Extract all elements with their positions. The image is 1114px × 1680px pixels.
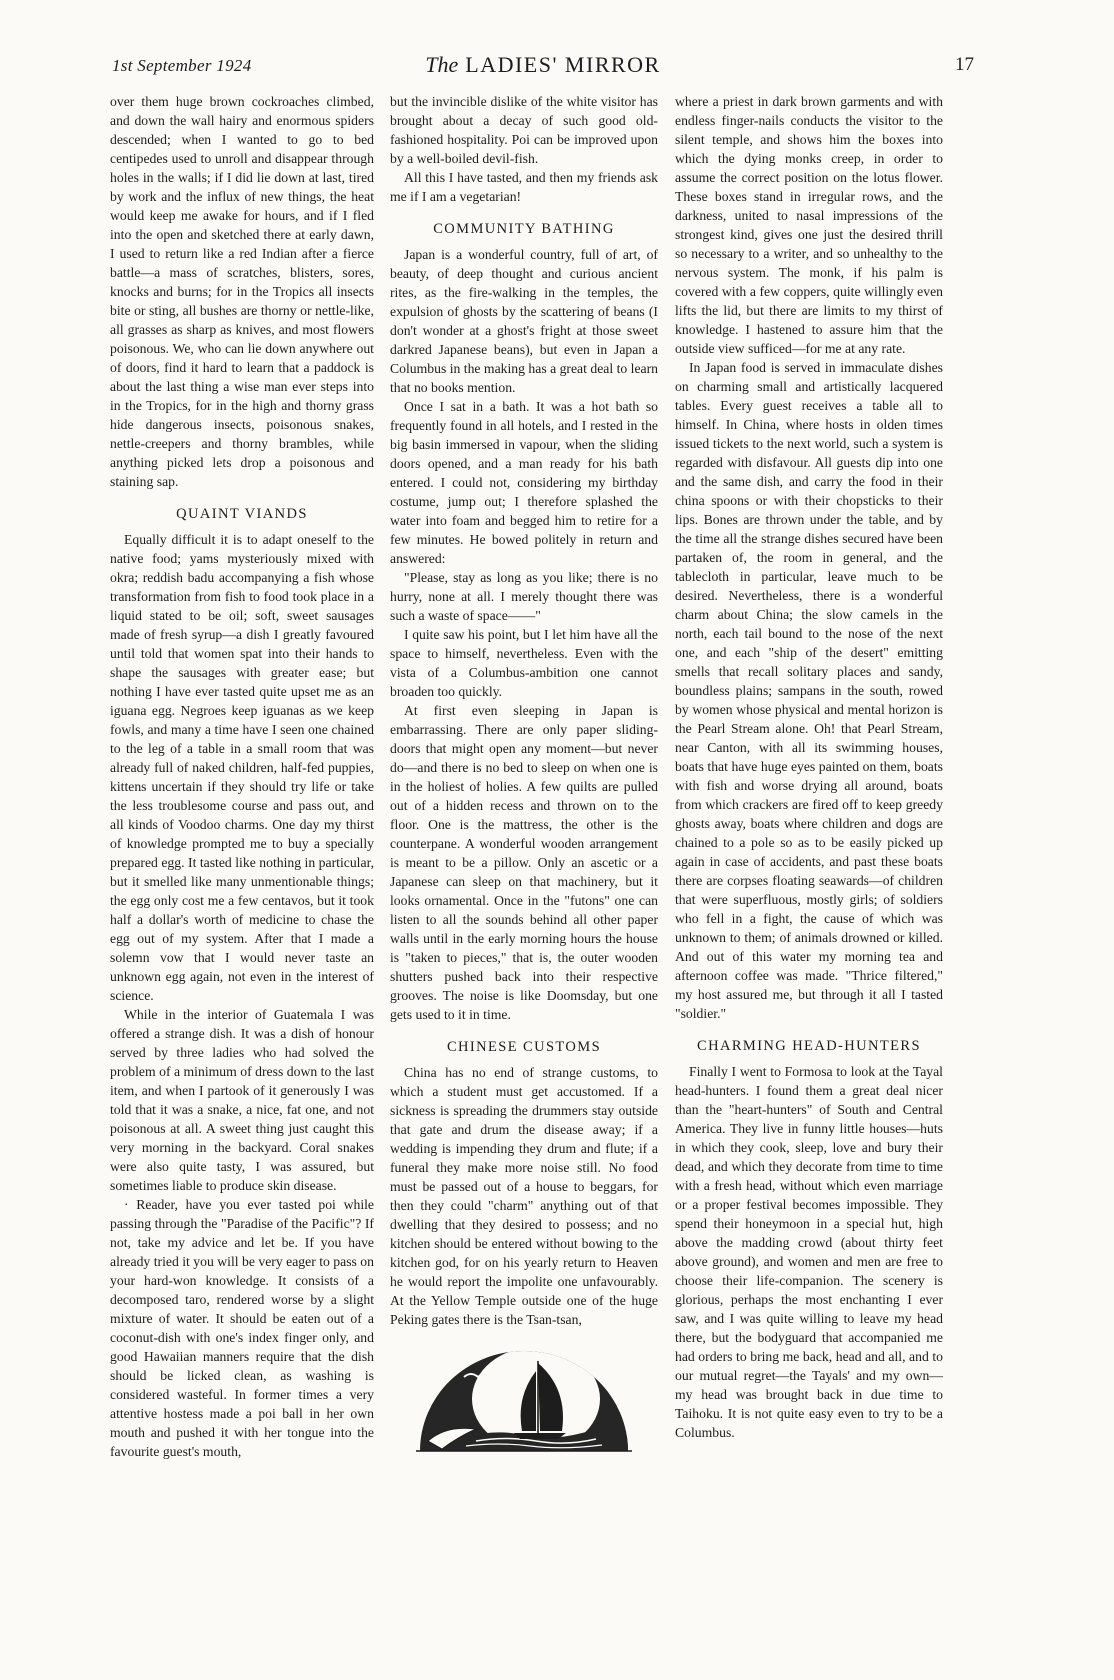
paragraph: I quite saw his point, but I let him have all the space to himself, nevertheless. Even with the vista of a Columbus-ambition one cannot broaden too quickly. <box>390 627 658 699</box>
page-number: 17 <box>955 54 974 75</box>
page-header <box>112 52 974 82</box>
sailboat-vignette-illustration <box>406 1337 642 1459</box>
paragraph: Finally I went to Formosa to look at the Tayal head-hunters. I found them a great deal nicer than the "heart-hunters" of South and Central America. They live in funny little houses—huts in which they cook, sleep, love and bury their dead, and which they decorate from time to time with a fresh head, without which even marriage or a proper festival becomes impossible. They spend their honeymoon in a special hut, high above the madding crowd (about thirty feet above ground), and women and men are free to choose their life-companion. The scenery is glorious, perhaps the most enchanting I ever saw, and I was quite willing to leave my head there, but the bodyguard that accompanied me had orders to bring me back, head and all, and to our mutual regret—the Tayals' and my own—my head was brought back in due time to Taihoku. It is not quite easy even to try to be a Columbus. <box>675 1064 943 1440</box>
section-heading-chinese-customs: CHINESE CUSTOMS <box>446 1039 602 1055</box>
paragraph: but the invincible dislike of the white visitor has brought about a decay of such good old-fashioned hospitality. Poi can be improved upon by a well-boiled devil-fish. <box>390 94 658 166</box>
paragraph: over them huge brown cockroaches climbed, and down the wall hairy and enormous spiders descended; when I wanted to go to bed centipedes used to unroll and disappear through holes in the walls; if I did lie down at last, tired by work and the influx of new things, the heat would keep me awake for hours, and if I fled into the open and sketched there at early dawn, I used to return like a red Indian after a fierce battle—a mass of scratches, blisters, sores, knocks and burns; for in the Tropics all insects bite or sting, all bushes are thorny or nettle-like, all grasses as sharp as knives, and most flowers poisonous. We, who can lie down anywhere out of doors, find it hard to learn that a paddock is about the last thing a wise man ever steps into in the Tropics, for in the high and thorny grass hide dangerous insects, poisonous snakes, nettle-creepers and thorny brambles, while anything picked lets drop a poisonous and staining sap. <box>110 94 374 489</box>
column-3 <box>675 92 943 1442</box>
section-heading-charming-head-hunters: CHARMING HEAD-HUNTERS <box>697 1038 921 1054</box>
magazine-title-name: LADIES' MIRROR <box>465 52 661 77</box>
section-heading-quaint-viands: QUAINT VIANDS <box>176 506 308 522</box>
section-heading-community-bathing: COMMUNITY BATHING <box>433 221 615 237</box>
paragraph: While in the interior of Guatemala I was offered a strange dish. It was a dish of honour served by three ladies who had solved the problem of a minimum of dress down to the last item, and when I partook of it generously I was told that it was a snake, a nice, fat one, and not poisonous at all. A sweet thing just caught this very morning in the backyard. Coral snakes were also quite tasty, I was assured, but sometimes liable to produce skin disease. <box>110 1007 374 1193</box>
paragraph: Japan is a wonderful country, full of art, of beauty, of deep thought and curious ancient rites, as the fire-walking in the temples, the expulsion of ghosts by the scattering of beans (I don't wonder at a ghost's fright at those sweet darkred Japanese beans), but even in Japan a Columbus in the making has a great deal to learn that no books mention. <box>390 247 658 395</box>
column-2 <box>390 92 658 1459</box>
paragraph: · Reader, have you ever tasted poi while passing through the "Paradise of the Pacific"? If not, take my advice and let be. If you have already tried it you will be very eager to pass on your hard-won knowledge. It consists of a decomposed taro, rendered worse by a slight mixture of water. It should be eaten out of a coconut-dish with one's index finger only, and good Hawaiian manners require that the dish should be licked clean, as washing is considered wasteful. In former times a very attentive hostess made a poi ball in her own mouth and pushed it with her tongue into the favourite guest's mouth, <box>110 1197 374 1459</box>
paragraph: Once I sat in a bath. It was a hot bath so frequently found in all hotels, and I rested in the big basin immersed in vapour, when the sliding doors opened, and a man ready for his bath entered. I could not, considering my birthday costume, jump out; I therefore splashed the water into foam and begged him to retire for a few minutes. He bowed politely in return and answered: <box>390 399 658 566</box>
column-1 <box>110 92 374 1461</box>
magazine-title <box>112 52 974 78</box>
paragraph: "Please, stay as long as you like; there is no hurry, none at all. I merely thought there was such a waste of space——" <box>390 570 658 623</box>
paragraph: At first even sleeping in Japan is embarrassing. There are only paper sliding-doors that might open any moment—but never do—and there is no bed to sleep on when one is in the holiest of holies. A few quilts are pulled out of a hidden recess and thrown on to the floor. One is the mattress, the other is the counterpane. A wonderful wooden arrangement is meant to be a pillow. Only an ascetic or a Japanese can sleep on that machinery, but it looks ornamental. Once in the "futons" one can listen to all the sounds behind all other paper walls until in the early morning hours the house is "taken to pieces," that is, the outer wooden shutters pushed back into their respective grooves. The noise is like Doomsday, but one gets used to it in time. <box>390 703 658 1022</box>
paragraph: where a priest in dark brown garments and with endless finger-nails conducts the visitor to the silent temple, and shows him the boxes into which the dying monks creep, in order to assume the correct position on the lotus flower. These boxes stand in irregular rows, and the darkness, united to nasal impressions of the strongest kind, gives one just the desired thrill so necessary to a writer, and so unhealthy to the nervous system. The monk, if his palm is covered with a few coppers, quite willingly even lifts the lid, but there are limits to my thirst of knowledge. I hastened to assure him that the outside view sufficed—for me at any rate. <box>675 94 943 356</box>
paragraph: China has no end of strange customs, to which a student must get accustomed. If a sickness is spreading the drummers stay outside that gate and drum the disease away; if a wedding is impending they drum and flute; if a funeral they make more noise still. No food must be passed out of a house to beggars, for then they could "charm" anything out of that dwelling that they desired to possess; and no kitchen should be entered without bowing to the kitchen god, for on his yearly return to Heaven he would report the impolite one unfavourably. At the Yellow Temple outside one of the huge Peking gates there is the Tsan-tsan, <box>390 1065 658 1327</box>
issue-date: 1st September 1924 <box>112 56 252 75</box>
paragraph: All this I have tasted, and then my friends ask me if I am a vegetarian! <box>390 170 658 204</box>
paragraph: Equally difficult it is to adapt oneself to the native food; yams mysteriously mixed with okra; reddish badu accompanying a fish whose transformation from fish to food took place in a liquid stated to be oil; soft, sweet sausages made of fresh syrup—a dish I greatly favoured until told that women spat into their hands to shape the sausages with greater ease; but nothing I have ever tasted quite upset me as an iguana egg. Negroes keep iguanas as we keep fowls, and many a time have I seen one chained to the leg of a table in a small room that was already full of naked children, half-fed puppies, kittens uncertain if they should try life or take the less troublesome course and pass out, and all kinds of Voodoo charms. One day my thirst of knowledge prompted me to buy a specially prepared egg. It tasted like nothing in particular, but it smelled like many unmentionable things; the egg only cost me a few centavos, but it took half a dollar's worth of medicine to chase the egg out of my system. After that I made a solemn vow that I would never taste an unknown egg again, not even in the interest of science. <box>110 532 374 1003</box>
paragraph: In Japan food is served in immaculate dishes on charming small and artistically lacquered tables. Every guest receives a table all to himself. In China, where hosts in olden times issued tickets to the next world, such a system is regarded with disfavour. All guests dip into one and the same dish, and carry the food in their china spoons or with their chopsticks to their lips. Bones are thrown under the table, and by the time all the strange dishes secured have been partaken of, the room in general, and the tablecloth in particular, leave much to be desired. Nevertheless, there is a wonderful charm about China; the slow camels in the north, each tail bound to the nose of the next one, and each "ship of the desert" emitting smells that recall solitary places and sandy, boundless plains; sampans in the south, rowed by women whose physical and mental horizon is the Pearl Stream alone. Oh! that Pearl Stream, near Canton, with all its swimming houses, boats that have huge eyes painted on them, boats with fish and worse drying all around, boats from which crackers are fired off to keep greedy ghosts away, boats where children and dogs are chained to a pole so as to be easily picked up again in case of accidents, and past these boats there are corpses floating seawards—of children that were superfluous, mostly girls; of soldiers who fell in a fight, the cause of which was unknown to them; of animals drowned or killed. And out of this water my morning tea and afternoon coffee was made. "Thrice filtered," my host assured me, but through it all I tasted "soldier." <box>675 360 943 1021</box>
magazine-title-the: The <box>425 52 459 77</box>
